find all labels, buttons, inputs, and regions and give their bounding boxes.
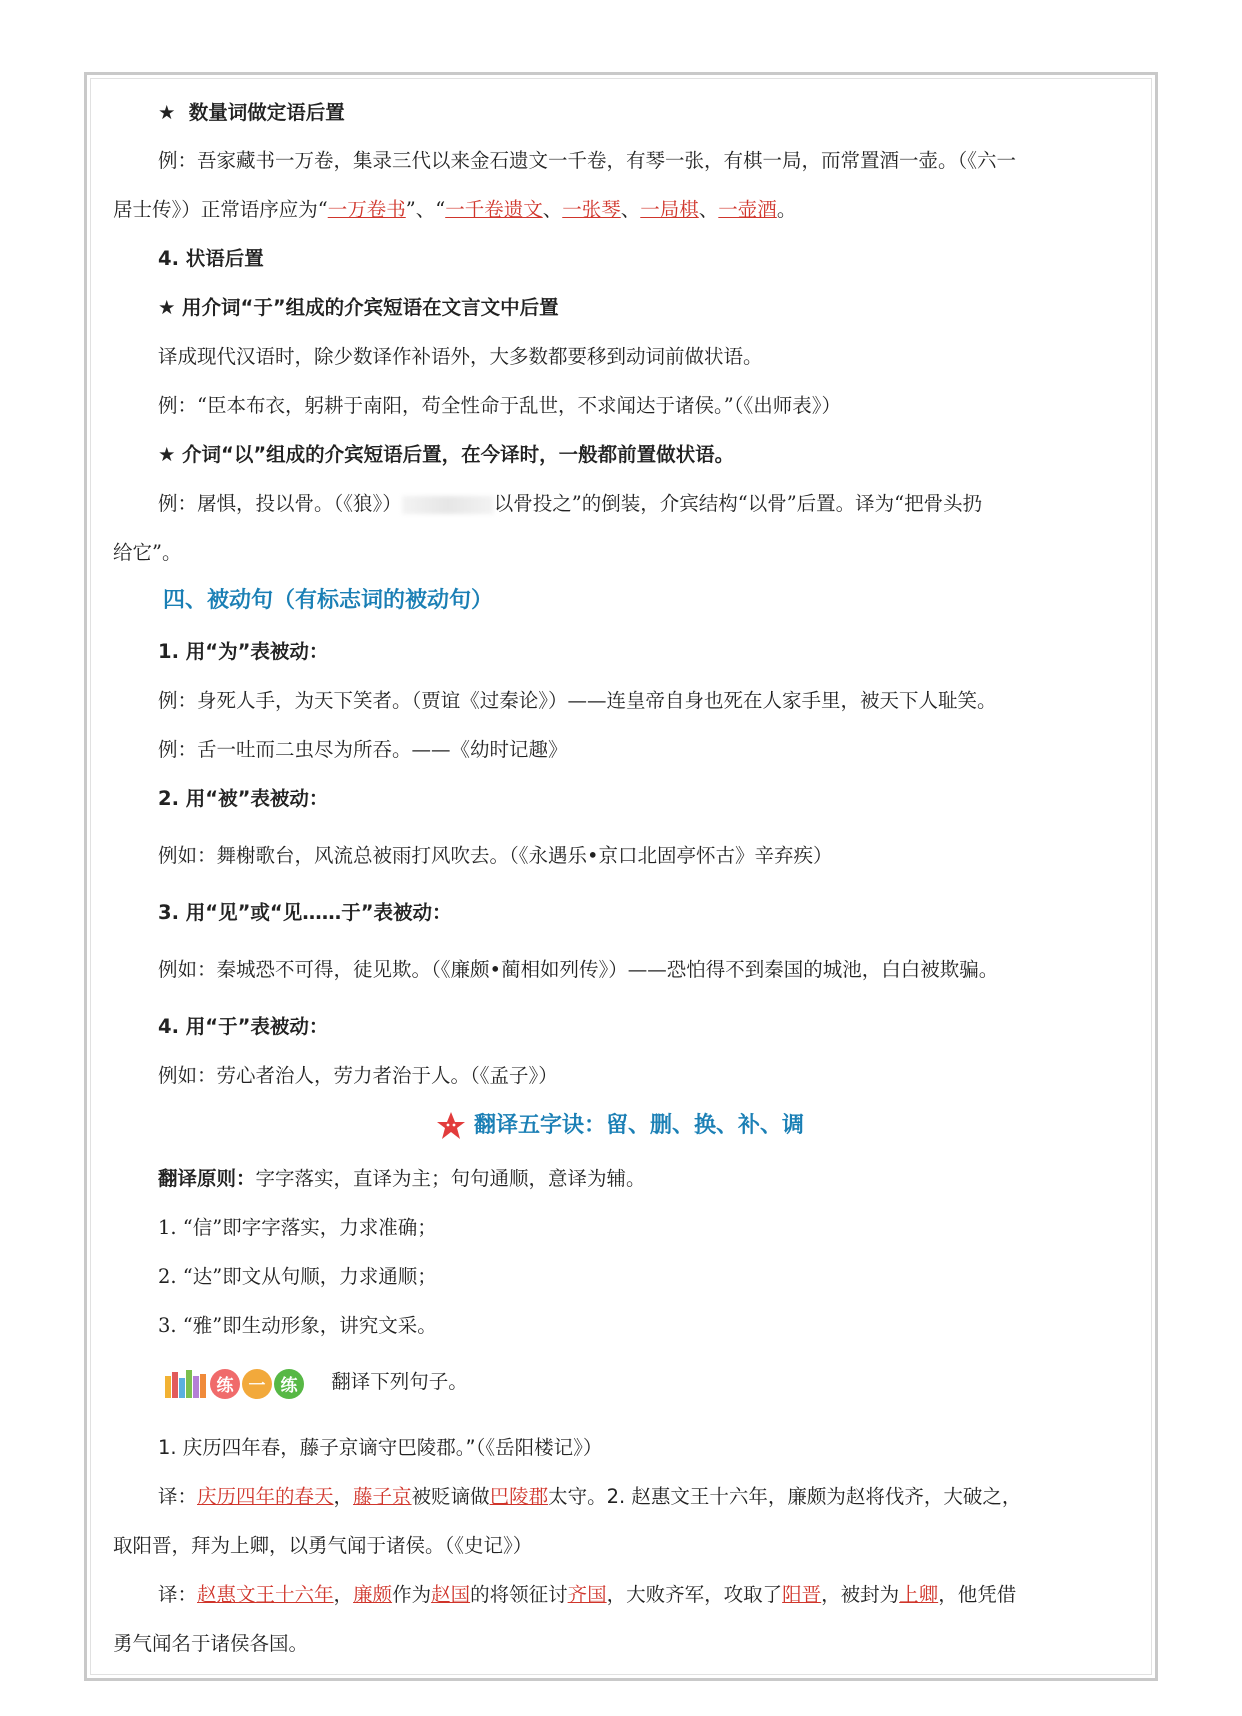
example-paragraph-line: 例：吾家藏书一万卷，集录三代以来金石遗文一千卷，有琴一张，有棋一局，而常置酒一壶。（《六一 — [158, 149, 1017, 172]
highlight-answer: 一局棋 — [640, 198, 699, 221]
highlight-answer: 齐国 — [567, 1583, 607, 1606]
highlight-answer: 廉颇 — [353, 1583, 393, 1606]
heading-numeral-postposition: ★ 数量词做定语后置 — [158, 98, 345, 128]
answer-line: 勇气闻名于诸侯各国。 — [113, 1632, 309, 1655]
list-item: 1. “信”即字字落实，力求准确； — [158, 1216, 437, 1239]
subheading: 4. 用“于”表被动： — [158, 1015, 329, 1038]
highlight-answer: 一千卷遗文 — [445, 198, 543, 221]
highlight-answer: 巴陵郡 — [489, 1485, 549, 1508]
highlight-answer: 赵国 — [431, 1583, 471, 1606]
example: 例：身死人手，为天下笑者。（贾谊《过秦论》）——连皇帝自身也死在人家手里，被天下人耻笑。 — [158, 689, 997, 712]
star-icon: ★ — [158, 101, 176, 124]
example-paragraph-line: 给它”。 — [113, 541, 182, 564]
badge-char: 练 — [216, 1375, 234, 1396]
highlight-answer: 阳晋 — [782, 1583, 822, 1606]
highlight-answer: 一万卷书 — [327, 198, 406, 221]
badge-char: 一 — [248, 1375, 266, 1396]
example: 例：舌一吐而二虫尽为所吞。——《幼时记趣》 — [158, 738, 568, 761]
section-title-translation: 翻译五字诀：留、删、换、补、调 — [436, 1111, 804, 1141]
example-paragraph-line: 例：屠惧，投以骨。（《狼》） 以骨投之”的倒装，介宾结构“以骨”后置。译为“把骨头扔 — [158, 492, 983, 515]
question: 1. 庆历四年春，藤子京谪守巴陵郡。”（《岳阳楼记》） — [158, 1436, 603, 1459]
subheading: 3. 用“见”或“见……于”表被动： — [158, 901, 452, 924]
section-title: 四、被动句（有标志词的被动句） — [163, 588, 494, 613]
red-star-icon — [436, 1111, 466, 1141]
blurred-region — [402, 496, 494, 514]
highlight-answer: 庆历四年的春天 — [197, 1485, 334, 1508]
highlight-answer: 藤子京 — [353, 1485, 412, 1508]
list-item: 2. “达”即文从句顺，力求通顺； — [158, 1265, 437, 1288]
highlight-answer: 一张琴 — [562, 198, 621, 221]
subheading: ★ 用介词“于”组成的介宾短语在文言文中后置 — [158, 293, 559, 323]
answer-line: 译：庆历四年的春天，藤子京被贬谪做巴陵郡太守。2. 赵惠文王十六年，廉颇为赵将伐齐，大破之， — [158, 1485, 1022, 1508]
example: 例如：劳心者治人，劳力者治于人。（《孟子》） — [158, 1064, 558, 1087]
principle-line: 翻译原则：字字落实，直译为主；句句通顺，意译为辅。 — [158, 1167, 646, 1190]
star-icon: ★ — [158, 296, 176, 319]
subheading: 2. 用“被”表被动： — [158, 787, 329, 810]
example: 例如：舞榭歌台，风流总被雨打风吹去。（《永遇乐•京口北固亭怀古》辛弃疾） — [158, 844, 833, 867]
star-icon: ★ — [158, 443, 176, 466]
highlight-answer: 一壶酒 — [718, 198, 777, 221]
instruction: 翻译下列句子。 — [331, 1370, 468, 1393]
example: 例如：秦城恐不可得，徒见欺。（《廉颇•蔺相如列传》）——恐怕得不到秦国的城池，白白被欺骗。 — [158, 958, 999, 981]
subheading: ★ 介词“以”组成的介宾短语后置，在今译时，一般都前置做状语。 — [158, 440, 734, 470]
example-paragraph-line: 居士传》）正常语序应为“一万卷书”、“一千卷遗文、一张琴、一局棋、一壶酒。 — [113, 198, 797, 221]
section-heading: 4. 状语后置 — [158, 247, 264, 270]
highlight-answer: 上卿 — [899, 1583, 939, 1606]
paragraph: 译成现代汉语时，除少数译作补语外，大多数都要移到动词前做状语。 — [158, 345, 763, 368]
badge-char: 练 — [280, 1375, 298, 1396]
practice-row — [163, 1362, 468, 1402]
answer-line: 译：赵惠文王十六年，廉颇作为赵国的将领征讨齐国，大败齐军，攻取了阳晋，被封为上卿，他凭借 — [158, 1583, 1017, 1606]
example-paragraph: 例：“臣本布衣，躬耕于南阳，苟全性命于乱世，不求闻达于诸侯。”（《出师表》） — [158, 394, 841, 417]
list-item: 3. “雅”即生动形象，讲究文采。 — [158, 1314, 437, 1337]
subheading: 1. 用“为”表被动： — [158, 640, 329, 663]
highlight-answer: 赵惠文王十六年 — [197, 1583, 334, 1606]
practice-badge — [163, 1366, 313, 1400]
answer-line: 取阳晋，拜为上卿，以勇气闻于诸侯。（《史记》） — [113, 1534, 533, 1557]
